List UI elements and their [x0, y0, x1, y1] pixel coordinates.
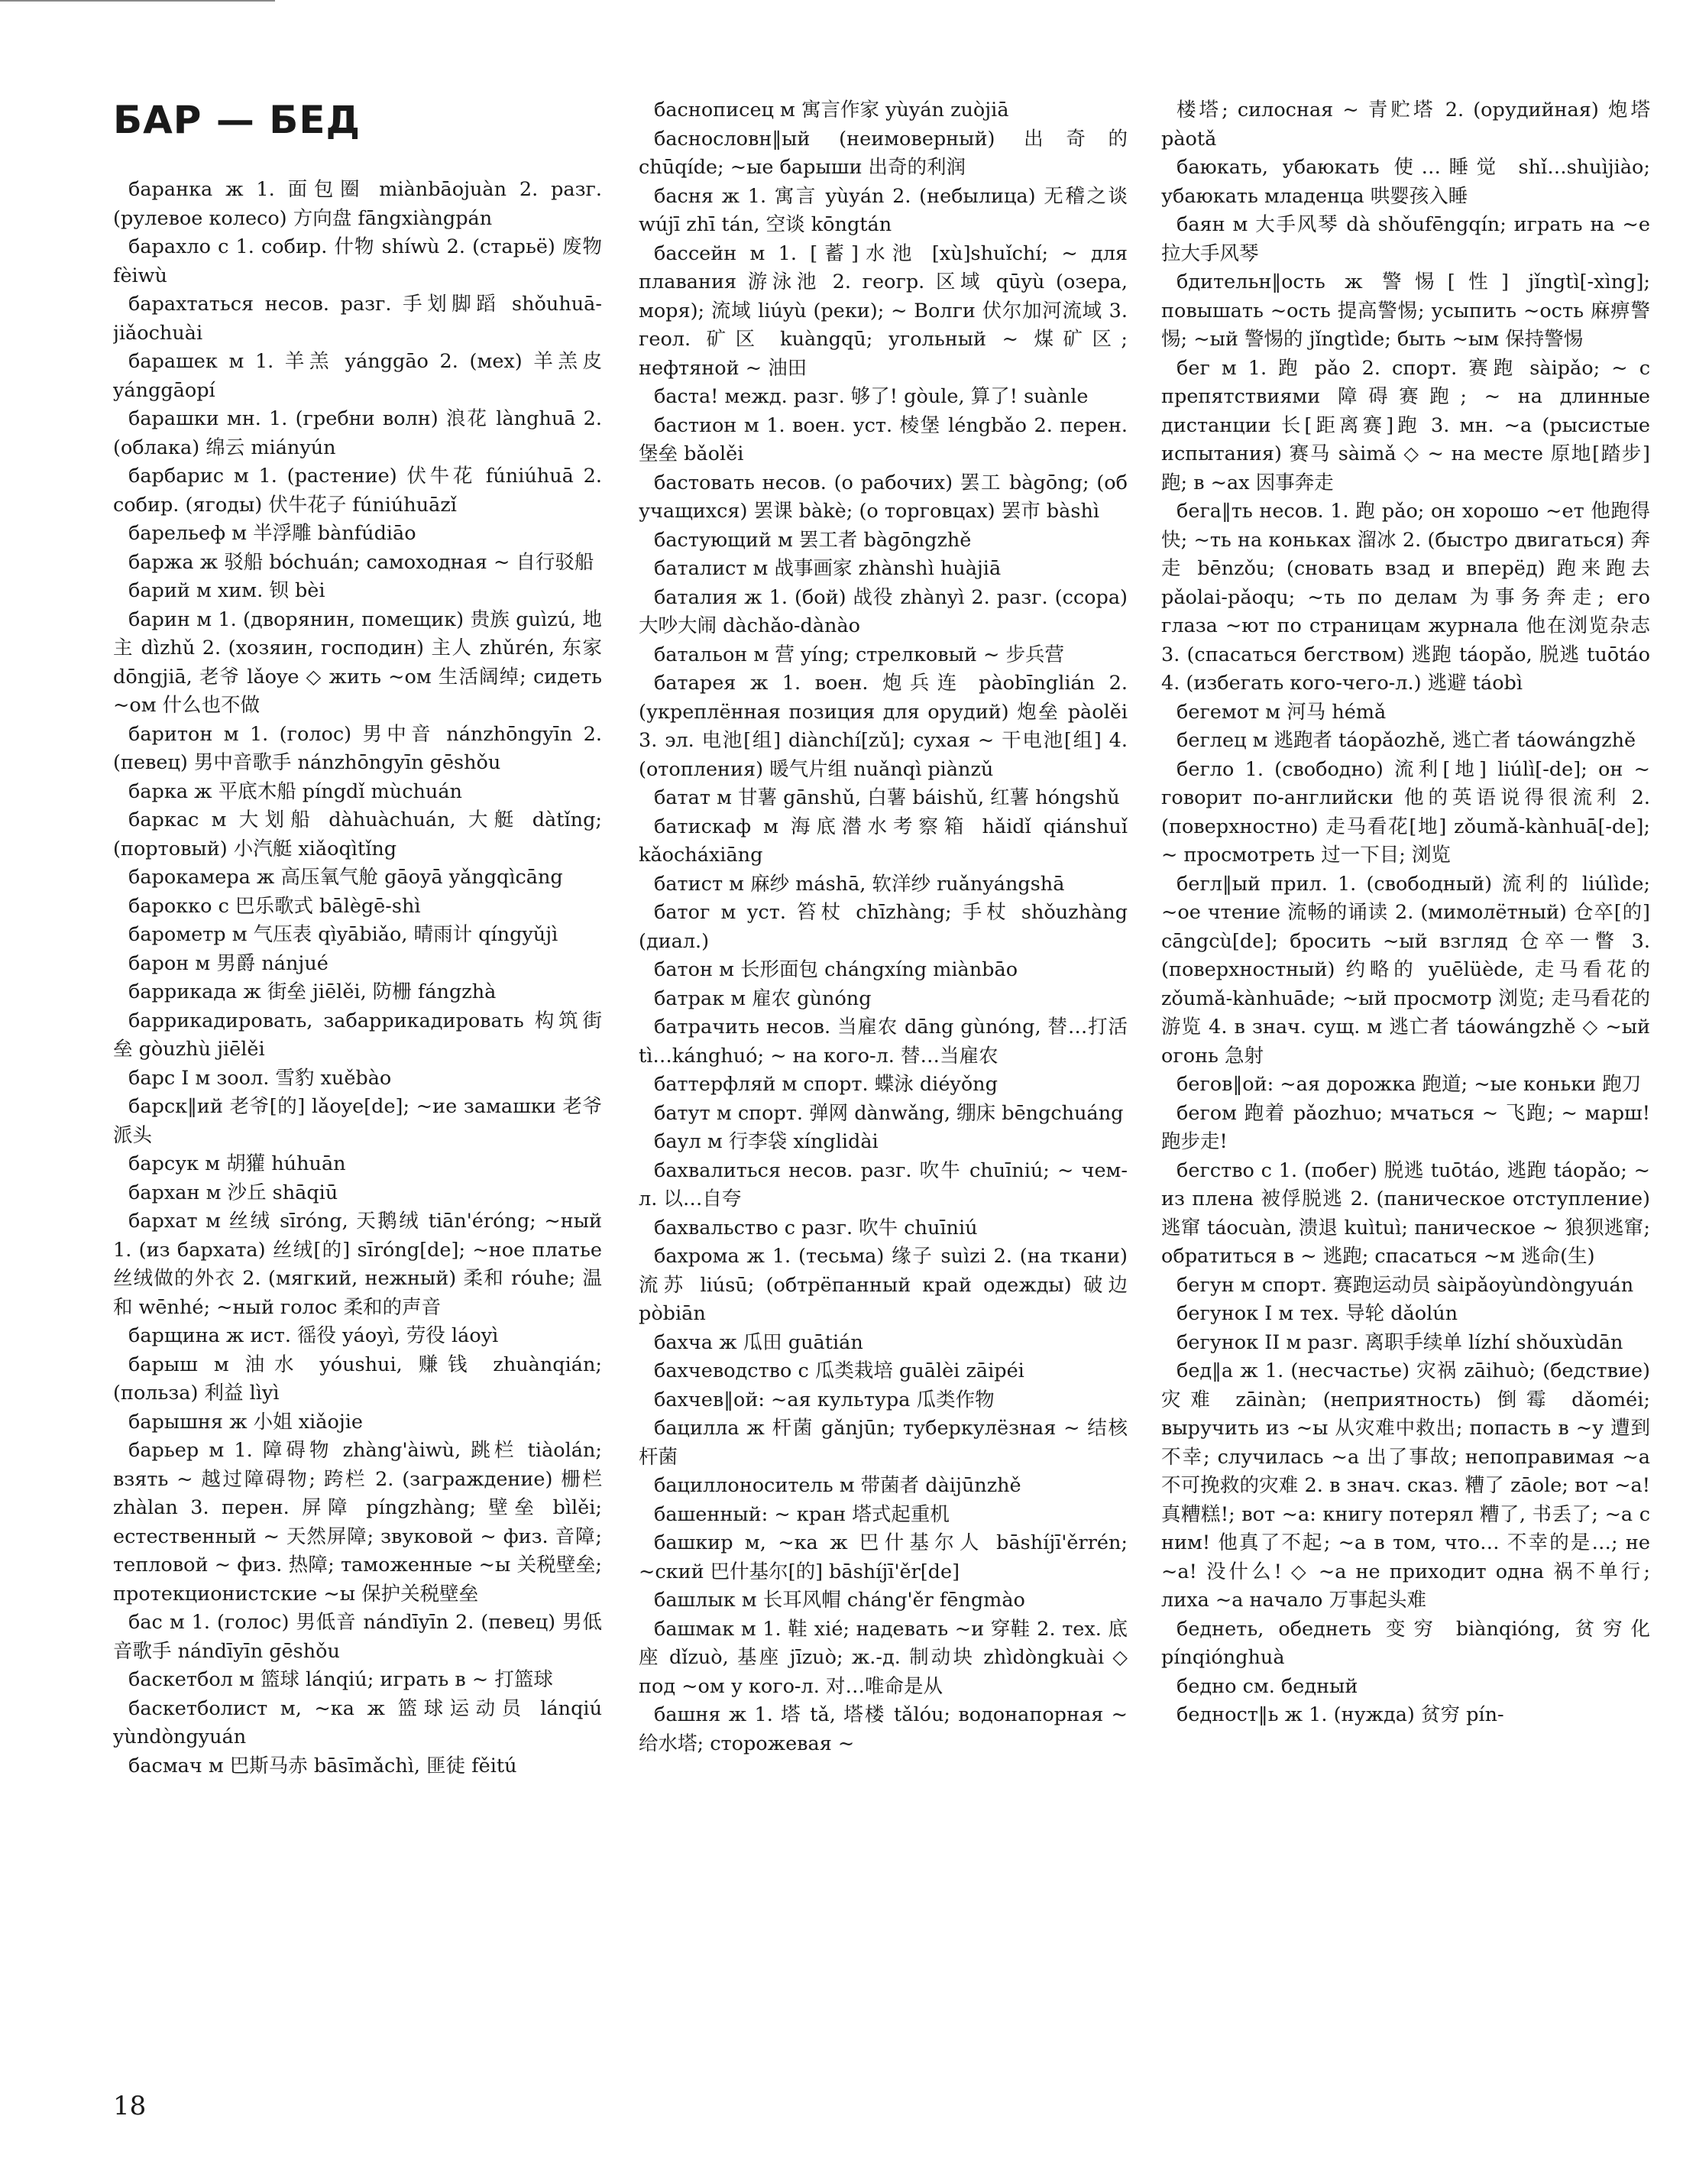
dictionary-entry: бедност‖ь ж 1. (нужда) 贫穷 pín- — [1176, 1703, 1504, 1726]
dictionary-entry: бег м 1. 跑 pǎo 2. спорт. 赛跑 sàipǎo; ~ с препятствиями 障碍赛跑; ~ на длинные дистанции 长[距离赛]跑 3. мн. ~а (рысистые испытания) 赛马 sàimǎ ◇ ~ на месте 原地[踏步]跑; в ~ах 因事奔走 — [1161, 356, 1650, 494]
dictionary-entry: барахтаться несов. разг. 手划脚蹈 shǒuhuā-jiǎochuài — [113, 293, 602, 345]
dictionary-entry: барбарис м 1. (растение) 伏牛花 fúniúhuā 2. собир. (ягоды) 伏牛花子 fúniúhuāzǐ — [113, 465, 602, 517]
dictionary-entry: баталия ж 1. (бой) 战役 zhànyì 2. разг. (ссора) 大吵大闹 dàchǎo-dànào — [639, 585, 1128, 637]
dictionary-entry: башенный: ~ кран 塔式起重机 — [654, 1502, 950, 1526]
dictionary-entry: бдительн‖ость ж 警惕[性] jǐngtì[-xìng]; повышать ~ость 提高警惕; усыпить ~ость 麻痹警惕; ~ый 警惕的 jǐngtìde; быть ~ым 保持警惕 — [1161, 271, 1650, 351]
dictionary-entry: барсук м 胡獾 húhuān — [128, 1152, 346, 1175]
dictionary-entry: бас м 1. (голос) 男低音 nándīyīn 2. (певец) 男低音歌手 nándīyīn gēshǒu — [113, 1611, 602, 1663]
dictionary-entry: бегство с 1. (побег) 脱逃 tuōtáo, 逃跑 táopǎo; ~ из плена 被俘脱逃 2. (паническое отступление) 逃窜 táocuàn, 溃退 kuìtuì; паническое ~ 狼狈逃窜; обратиться в ~ 逃跑; спасаться ~м 逃命(生) — [1161, 1158, 1650, 1268]
dictionary-entry: бегунок II м разг. 离职手续单 lízhí shǒuxùdān — [1176, 1330, 1623, 1354]
dictionary-entry: бегом 跑着 pǎozhuo; мчаться ~ 飞跑; ~ марш! 跑步走! — [1161, 1101, 1650, 1153]
dictionary-entry: батог м уст. 笞杖 chīzhàng; 手杖 shǒuzhàng (диал.) — [639, 901, 1128, 953]
dictionary-entry: бегл‖ый прил. 1. (свободный) 流利的 liúlìde; ~ое чтение 流畅的诵读 2. (мимолётный) 仓卒[的] cāngcù[de]; бросить ~ый взгляд 仓卒一瞥 3. (поверхностный) 约略的 yuēlüède, 走马看花的 zǒumǎ-kànhuāde; ~ый просмотр 浏览; 走马看花的游览 4. в знач. сущ. м 逃亡者 táowángzhě ◇ ~ый огонь 急射 — [1161, 872, 1650, 1068]
dictionary-entry: баталист м 战事画家 zhànshì huàjiā — [654, 557, 1002, 580]
dictionary-entry: башкир м, ~ка ж 巴什基尔人 bāshíjī'ěrrén; ~ский 巴什基尔[的] bāshíjī'ěr[de] — [639, 1531, 1128, 1583]
dictionary-entry: бархан м 沙丘 shāqiū — [128, 1181, 338, 1204]
dictionary-entry: бациллоноситель м 带菌者 dàijūnzhě — [654, 1474, 1021, 1497]
dictionary-entry: батат м 甘薯 gānshǔ, 白薯 báishǔ, 红薯 hóngshǔ — [654, 786, 1120, 809]
dictionary-entry: баритон м 1. (голос) 男中音 nánzhōngyīn 2. (певец) 男中音歌手 nánzhōngyīn gēshǒu — [113, 722, 602, 774]
dictionary-entry: баррикада ж 街垒 jiēlěi, 防栅 fángzhà — [128, 980, 497, 1003]
column-2 — [639, 96, 1128, 2030]
dictionary-entry: батут м спорт. 弹网 dànwǎng, 绷床 bēngchuáng — [654, 1101, 1124, 1125]
dictionary-entry: бахрома ж 1. (тесьма) 缘子 suìzi 2. (на ткани) 流苏 liúsū; (обтрёпанный край одежды) 破边 pòbiān — [639, 1245, 1128, 1325]
dictionary-entry: бед‖а ж 1. (несчастье) 灾祸 zāihuò; (бедствие) 灾难 zāinàn; (неприятность) 倒霉 dǎoméi; выручить из ~ы 从灾难中救出; попасть в ~у 遭到不幸; случилась ~а 出了事故; непоправимая ~а 不可挽救的灾难 2. в знач. сказ. 糟了 zāole; вот ~а! 真糟糕!; вот ~а: книгу потерял 糟了, 书丢了; ~а с ним! 他真了不起; ~а в том, что… 不幸的是…; не ~а! 没什么! ◇ ~а не приходит одна 祸不单行; лиха ~а начало 万事起头难 — [1161, 1359, 1650, 1612]
dictionary-entry: бастион м 1. воен. уст. 棱堡 léngbǎo 2. перен. 堡垒 bǎolěi — [639, 413, 1128, 465]
dictionary-entry: бегло 1. (свободно) 流利[地] liúlì[-de]; он ~ говорит по-английски 他的英语说得很流利 2. (поверхностно) 走马看花[地] zǒumǎ-kànhuā[-de]; ~ просмотреть 过一下目; 浏览 — [1161, 757, 1650, 867]
dictionary-entry: бахвалиться несов. разг. 吹牛 chuīniú; ~ чем-л. 以…自夸 — [639, 1158, 1128, 1210]
dictionary-entry: барка ж 平底木船 píngdǐ mùchuán — [128, 779, 462, 803]
dictionary-entry: 楼塔; силосная ~ 青贮塔 2. (орудийная) 炮塔 pàotǎ — [1161, 99, 1650, 151]
dictionary-entry: баржа ж 驳船 bóchuán; самоходная ~ 自行驳船 — [128, 550, 594, 574]
dictionary-entry: батарея ж 1. воен. 炮兵连 pàobīnglián 2. (укреплённая позиция для орудий) 炮垒 pàolěi 3. эл. 电池[组] diànchí[zǔ]; сухая ~ 干电池[组] 4. (отопления) 暖气片组 nuǎnqì piànzǔ — [639, 672, 1128, 781]
page-number: 18 — [113, 2091, 147, 2121]
dictionary-entry: башмак м 1. 鞋 xié; надевать ~и 穿鞋 2. тех. 底座 dǐzuò, 基座 jīzuò; ж.-д. 制动块 zhìdòngkuài ◇ под ~ом у кого-л. 对…唯命是从 — [639, 1617, 1128, 1698]
dictionary-entry: барометр м 气压表 qìyābiǎo, 晴雨计 qíngyǔjì — [128, 923, 558, 946]
dictionary-entry: баснописец м 寓言作家 yùyán zuòjiā — [654, 99, 1009, 122]
dictionary-entry: басня ж 1. 寓言 yùyán 2. (небылица) 无稽之谈 wújī zhī tán, 空谈 kōngtán — [639, 184, 1128, 236]
dictionary-entry: бегун м спорт. 赛跑运动员 sàipǎoyùndòngyuán — [1176, 1273, 1634, 1297]
dictionary-entry: батон м 长形面包 chángxíng miànbāo — [654, 958, 1018, 981]
dictionary-entry: бахвальство с разг. 吹牛 chuīniú — [654, 1216, 978, 1239]
dictionary-entry: баснословн‖ый (неимоверный) 出奇的 chūqíde; ~ые барыши 出奇的利润 — [639, 127, 1128, 179]
dictionary-entry: барс I м зоол. 雪豹 xuěbào — [128, 1066, 392, 1090]
dictionary-entry: барышня ж 小姐 xiǎojie — [128, 1410, 363, 1434]
dictionary-entry: бегунок I м тех. 导轮 dǎolún — [1176, 1302, 1458, 1325]
dictionary-entry: баста! межд. разг. 够了! gòule, 算了! suànle — [654, 385, 1089, 408]
dictionary-entry: бегемот м 河马 hémǎ — [1176, 700, 1387, 724]
dictionary-entry: барельеф м 半浮雕 bànfúdiāo — [128, 522, 416, 545]
dictionary-entry: барахло с 1. собир. 什物 shíwù 2. (старьё) 废物 fèiwù — [113, 235, 602, 287]
dictionary-entry: барск‖ий 老爷[的] lǎoye[de]; ~ие замашки 老爷派头 — [113, 1095, 602, 1147]
page-header: БАР — БЕД — [113, 98, 361, 142]
dictionary-entry: барокамера ж 高压氧气舱 gāoyā yǎngqìcāng — [128, 866, 563, 889]
column-3 — [1161, 96, 1650, 2030]
dictionary-entry: барон м 男爵 nánjué — [128, 951, 329, 975]
dictionary-entry: бархат м 丝绒 sīróng, 天鹅绒 tiān'éróng; ~ный 1. (из бархата) 丝绒[的] sīróng[de]; ~ное платье 丝绒做的外衣 2. (мягкий, нежный) 柔和 róuhe; 温和 wēnhé; ~ный голос 柔和的声音 — [113, 1210, 602, 1319]
dictionary-entry: батискаф м 海底潜水考察箱 hǎidǐ qiánshuǐ kǎocháxiāng — [639, 815, 1128, 867]
dictionary-entry: бахча ж 瓜田 guātián — [654, 1330, 863, 1354]
dictionary-entry: барашки мн. 1. (гребни волн) 浪花 lànghuā 2. (облака) 绵云 miányún — [113, 407, 602, 459]
dictionary-entry: барыш м 油水 yóushui, 赚钱 zhuànqián; (польза) 利益 lìyì — [113, 1353, 602, 1405]
dictionary-entry: батрачить несов. 当雇农 dāng gùnóng, 替…打活 tì…kánghuó; ~ на кого-л. 替…当雇农 — [639, 1016, 1128, 1068]
dictionary-entry: беглец м 逃跑者 táopǎozhě, 逃亡者 táowángzhě — [1176, 729, 1636, 752]
dictionary-entry: барокко с 巴乐歌式 bālègē-shì — [128, 894, 421, 918]
dictionary-entry: батрак м 雇农 gùnóng — [654, 987, 872, 1010]
dictionary-entry: барий м хим. 钡 bèi — [128, 579, 325, 602]
dictionary-entry: барин м 1. (дворянин, помещик) 贵族 guìzú, 地主 dìzhǔ 2. (хозяин, господин) 主人 zhǔrén, 东家 dōngjiā, 老爷 lǎoye ◇ жить ~ом 生活阔绰; сидеть ~ом 什么也不做 — [113, 608, 602, 717]
dictionary-entry: басмач м 巴斯马赤 bāsīmǎchì, 匪徒 fěitú — [128, 1754, 517, 1777]
dictionary-entry: бедно см. бедный — [1176, 1674, 1358, 1698]
dictionary-entry: баян м 大手风琴 dà shǒufēngqín; играть на ~е 拉大手风琴 — [1161, 213, 1650, 265]
top-rule — [0, 0, 275, 2]
dictionary-entry: бахчеводство с 瓜类栽培 guālèi zāipéi — [654, 1359, 1024, 1382]
dictionary-entry: башня ж 1. 塔 tǎ, 塔楼 tǎlóu; водонапорная ~ 给水塔; сторожевая ~ — [639, 1703, 1128, 1755]
dictionary-entry: бацилла ж 杆菌 gǎnjūn; туберкулёзная ~ 结核杆菌 — [639, 1417, 1128, 1469]
dictionary-entry: баскетболист м, ~ка ж 篮球运动员 lánqiú yùndòngyuán — [113, 1696, 602, 1748]
dictionary-entry: баюкать, убаюкать 使…睡觉 shǐ…shuìjiào; убаюкать младенца 哄婴孩入睡 — [1161, 156, 1650, 208]
dictionary-entry: бега‖ть несов. 1. 跑 pǎo; он хорошо ~ет 他跑得快; ~ть на коньках 溜冰 2. (быстро двигаться) 奔走 bēnzǒu; (сновать взад и вперёд) 跑来跑去 pǎolai-pǎoqu; ~ть по делам 为事务奔走; его глаза ~ют по страницам журнала 他在浏览杂志 3. (спасаться бегством) 逃跑 táopǎo, 脱逃 tuōtáo 4. (избегать кого-чего-л.) 逃避 táobì — [1161, 500, 1650, 695]
dictionary-entry: беднеть, обеднеть 变穷 biànqióng, 贫穷化 pínqiónghuà — [1161, 1617, 1650, 1669]
dictionary-entry: бастующий м 罢工者 bàgōngzhě — [654, 528, 972, 552]
dictionary-entry: барщина ж ист. 徭役 yáoyì, 劳役 láoyì — [128, 1324, 499, 1347]
dictionary-entry: бахчев‖ой: ~ая культура 瓜类作物 — [654, 1388, 995, 1411]
dictionary-entry: башлык м 长耳风帽 cháng'ěr fēngmào — [654, 1589, 1025, 1612]
dictionary-entry: бассейн м 1. [蓄]水池 [xù]shuǐchí; ~ для плавания 游泳池 2. геогр. 区域 qūyù (озера, моря); 流域 liúyù (реки); ~ Волги 伏尔加河流域 3. геол. 矿区 kuàngqū; угольный ~ 煤矿区; нефтяной ~ 油田 — [639, 241, 1128, 380]
dictionary-entry: баркас м 大划船 dàhuàchuán, 大艇 dàtǐng; (портовый) 小汽艇 xiǎoqìtǐng — [113, 808, 602, 860]
dictionary-entry: барашек м 1. 羊羔 yánggāo 2. (мех) 羊羔皮 yánggāopí — [113, 350, 602, 402]
column-1 — [113, 176, 602, 2025]
dictionary-entry: бегов‖ой: ~ая дорожка 跑道; ~ые коньки 跑刀 — [1176, 1073, 1642, 1096]
dictionary-entry: баскетбол м 篮球 lánqiú; играть в ~ 打篮球 — [128, 1668, 553, 1691]
dictionary-entry: баранка ж 1. 面包圈 miànbāojuàn 2. разг. (рулевое колесо) 方向盘 fāngxiàngpán — [113, 178, 602, 230]
dictionary-entry: баррикадировать, забаррикадировать 构筑街垒 gòuzhù jiēlěi — [113, 1009, 602, 1061]
dictionary-entry: батальон м 营 yíng; стрелковый ~ 步兵营 — [654, 643, 1064, 666]
dictionary-entry: баул м 行李袋 xínglidài — [654, 1130, 879, 1153]
dictionary-entry: батист м 麻纱 máshā, 软洋纱 ruǎnyángshā — [654, 872, 1065, 896]
dictionary-entry: баттерфляй м спорт. 蝶泳 diéyǒng — [654, 1073, 998, 1096]
dictionary-entry: бастовать несов. (о рабочих) 罢工 bàgōng; (об учащихся) 罢课 bàkè; (о торговцах) 罢市 bàshì — [639, 471, 1128, 523]
dictionary-entry: барьер м 1. 障碍物 zhàng'àiwù, 跳栏 tiàolán; взять ~ 越过障碍物; 跨栏 2. (заграждение) 栅栏 zhàlan 3. перен. 屏障 píngzhàng; 壁垒 bìlěi; естественный ~ 天然屏障; звуковой ~ физ. 音障; тепловой ~ физ. 热障; таможенные ~ы 关税壁垒; протекционистские ~ы 保护关税壁垒 — [113, 1439, 602, 1606]
